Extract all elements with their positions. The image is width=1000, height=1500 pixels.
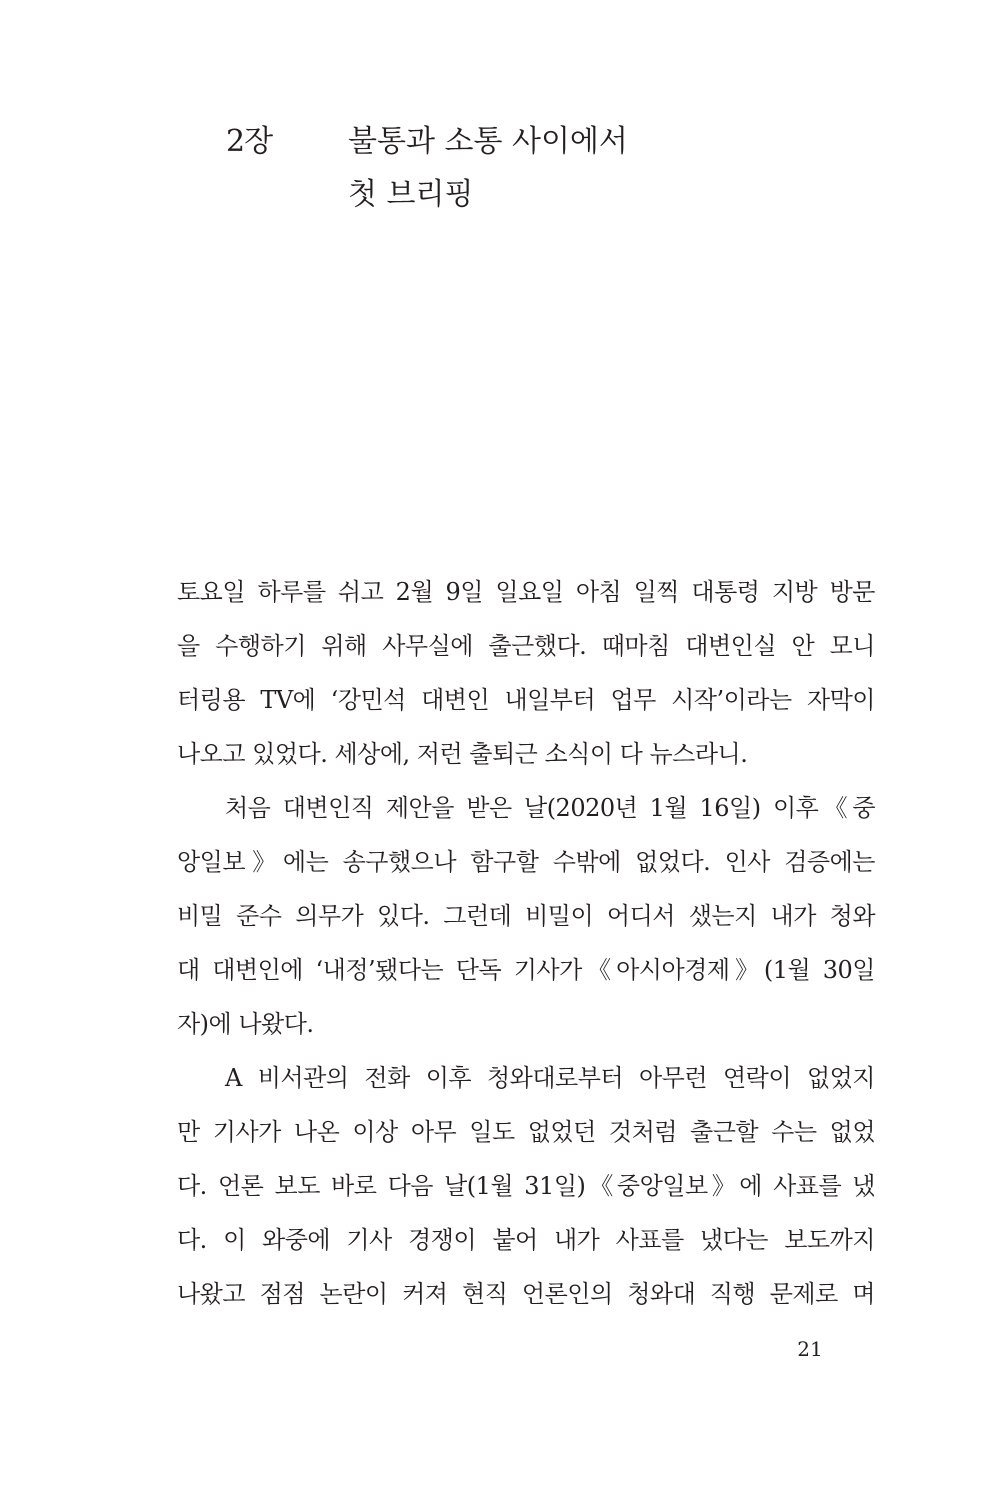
- text-line: 토요일 하루를 쉬고 2월 9일 일요일 아침 일찍 대통령 지방 방문: [177, 578, 875, 606]
- text-line: 다. 언론 보도 바로 다음 날(1월 31일)《중앙일보》에 사표를 냈: [177, 1172, 875, 1200]
- paragraph: [177, 1051, 875, 1321]
- text-line: 나왔고 점점 논란이 커져 현직 언론인의 청와대 직행 문제로 며: [177, 1280, 875, 1308]
- paragraph: [177, 565, 875, 781]
- text-line: 다. 이 와중에 기사 경쟁이 붙어 내가 사표를 냈다는 보도까지: [177, 1226, 875, 1254]
- text-line: A 비서관의 전화 이후 청와대로부터 아무런 연락이 없었지: [225, 1064, 875, 1092]
- body-text: [177, 565, 875, 1321]
- section-title: 첫 브리핑: [348, 177, 474, 212]
- text-line: 비밀 준수 의무가 있다. 그런데 비밀이 어디서 샜는지 내가 청와: [177, 902, 875, 930]
- text-line: 만 기사가 나온 이상 아무 일도 없었던 것처럼 출근할 수는 없었: [177, 1118, 875, 1146]
- text-line: 터링용 TV에 ‘강민석 대변인 내일부터 업무 시작’이라는 자막이: [177, 686, 875, 714]
- chapter-number: 2장: [226, 124, 273, 159]
- text-line: 자)에 나왔다.: [177, 1010, 314, 1038]
- page-number: 21: [797, 1337, 823, 1361]
- chapter-titles: [348, 118, 788, 219]
- text-line: 앙일보》에는 송구했으나 함구할 수밖에 없었다. 인사 검증에는: [177, 848, 875, 876]
- text-line: 대 대변인에 ‘내정’됐다는 단독 기사가《아시아경제》(1월 30일: [177, 956, 875, 984]
- text-line: 나오고 있었다. 세상에, 저런 출퇴근 소식이 다 뉴스라니.: [177, 740, 748, 768]
- text-line: 처음 대변인직 제안을 받은 날(2020년 1월 16일) 이후《중: [225, 794, 875, 822]
- text-line: 을 수행하기 위해 사무실에 출근했다. 때마침 대변인실 안 모니: [177, 632, 875, 660]
- paragraph: [177, 781, 875, 1051]
- chapter-title: 불통과 소통 사이에서: [348, 124, 628, 159]
